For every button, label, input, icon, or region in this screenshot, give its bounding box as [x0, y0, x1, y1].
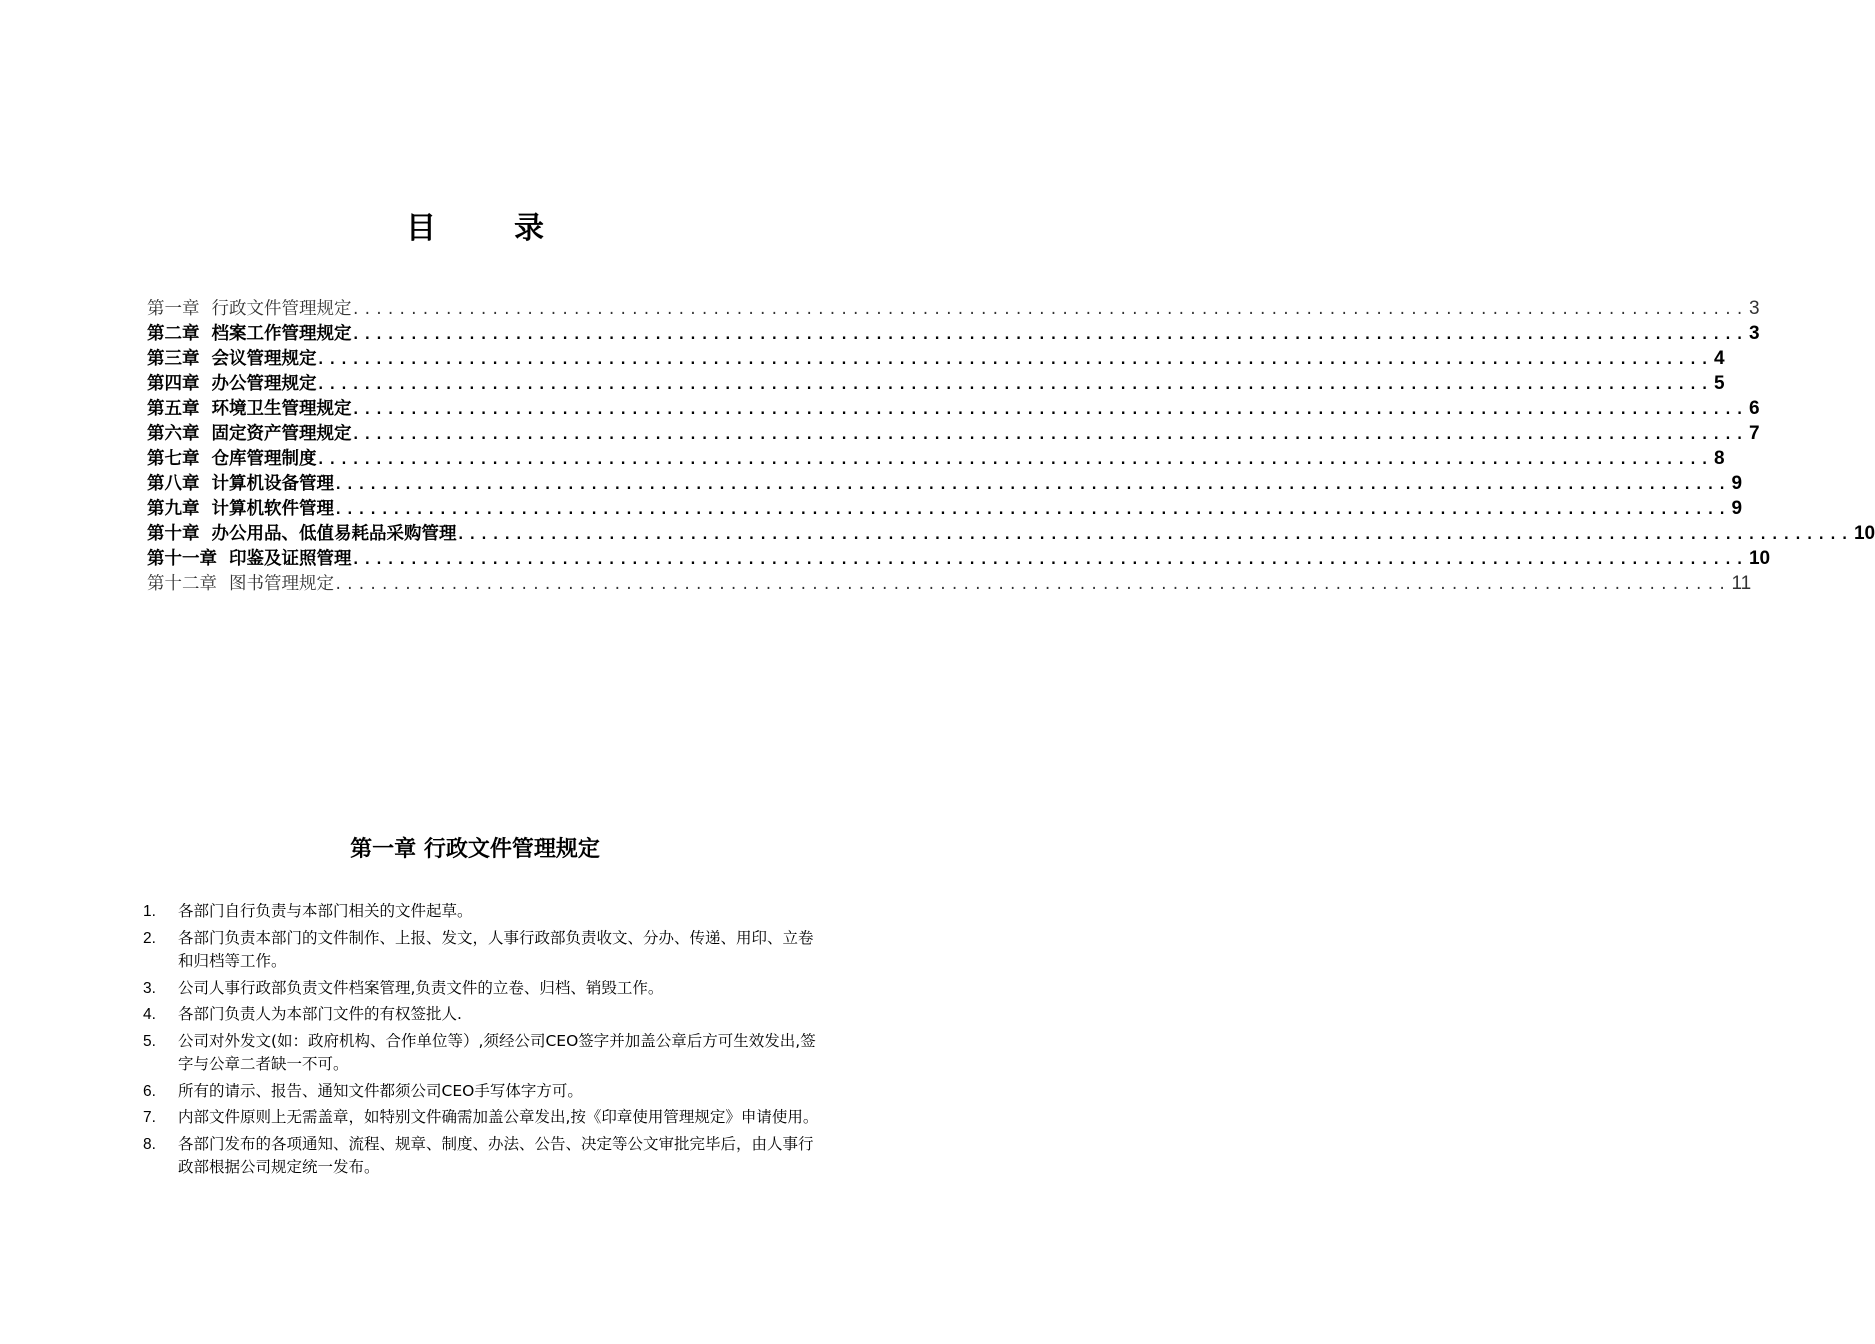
- toc-leader-dots: ........................................................................................................................: [456, 527, 1852, 543]
- toc-entry[interactable]: [147, 446, 1725, 471]
- toc-leader-dots: ........................................................................................................................: [351, 552, 1747, 568]
- toc-entry[interactable]: [147, 346, 1725, 371]
- list-item-number: 6.: [143, 1082, 156, 1100]
- toc-entry[interactable]: [147, 521, 1875, 546]
- toc-entry-page: 9: [1731, 498, 1743, 519]
- toc-entry[interactable]: [147, 321, 1760, 346]
- list-item-number: 7.: [143, 1109, 156, 1126]
- toc-entry[interactable]: [147, 371, 1725, 396]
- toc-entry-chapter: 第六章: [147, 424, 200, 444]
- toc-entry-chapter: 第九章: [147, 499, 200, 519]
- toc-title-second: 录: [514, 211, 544, 246]
- toc-entry-page: 5: [1713, 373, 1725, 394]
- toc-entry-chapter: 第八章: [147, 474, 200, 494]
- list-item: [143, 977, 823, 1001]
- list-item-text: 各部门发布的各项通知、流程、规章、制度、办法、公告、决定等公文审批完毕后，由人事行政部根据公司规定统一发布。: [178, 1134, 814, 1176]
- toc-entry[interactable]: [147, 571, 1752, 596]
- toc-entry-page: 6: [1748, 398, 1760, 419]
- toc-entry-name: 仓库管理制度: [211, 449, 317, 469]
- toc-entry-page: 10: [1748, 548, 1771, 569]
- toc-entry[interactable]: [147, 546, 1771, 571]
- list-item-text: 各部门自行负责与本部门相关的文件起草。: [178, 902, 473, 920]
- toc-entry-chapter: 第一章: [147, 299, 200, 319]
- list-item-number: 1.: [143, 903, 156, 920]
- list-item-text: 各部门负责人为本部门文件的有权签批人.: [178, 1005, 462, 1023]
- toc-leader-dots: ........................................................................................................................: [351, 327, 1747, 343]
- toc-entry[interactable]: [147, 396, 1760, 421]
- toc-entry-page: 4: [1713, 348, 1725, 369]
- toc-leader-dots: ........................................................................................................................: [351, 302, 1747, 318]
- list-item-text: 内部文件原则上无需盖章，如特别文件确需加盖公章发出,按《印章使用管理规定》申请使用。: [178, 1108, 819, 1126]
- toc-entry-name: 固定资产管理规定: [211, 424, 352, 444]
- toc-entry-name: 计算机设备管理: [211, 474, 334, 494]
- list-item: [143, 900, 823, 924]
- toc-entry[interactable]: [147, 296, 1760, 321]
- toc-entry-name: 行政文件管理规定: [211, 299, 352, 319]
- toc-title-first: 目: [406, 211, 436, 246]
- toc-entry-page: 8: [1713, 448, 1725, 469]
- toc-entry-chapter: 第三章: [147, 349, 200, 369]
- toc-entry[interactable]: [147, 496, 1743, 521]
- toc-entry-name: 印鉴及证照管理: [229, 549, 352, 569]
- list-item: [143, 1080, 823, 1104]
- list-item-text: 公司对外发文(如：政府机构、合作单位等）,须经公司CEO签字并加盖公章后方可生效发出,签字与公章二者缺一不可。: [178, 1031, 816, 1073]
- toc-entry-chapter: 第四章: [147, 374, 200, 394]
- list-item: [143, 1133, 823, 1180]
- toc-entry-chapter: 第五章: [147, 399, 200, 419]
- chapter-title: 第一章 行政文件管理规定: [350, 837, 600, 862]
- list-item-text: 所有的请示、报告、通知文件都须公司CEO手写体字方可。: [178, 1081, 583, 1100]
- toc-entry-name: 会议管理规定: [211, 349, 317, 369]
- toc-entry-name: 档案工作管理规定: [211, 324, 352, 344]
- toc-leader-dots: ........................................................................................................................: [316, 452, 1712, 468]
- list-item: [143, 1003, 823, 1027]
- toc-leader-dots: ........................................................................................................................: [351, 427, 1747, 443]
- list-item-text: 各部门负责本部门的文件制作、上报、发文，人事行政部负责收文、分办、传递、用印、立卷和归档等工作。: [178, 928, 814, 970]
- toc-entry-page: 7: [1748, 423, 1760, 444]
- toc-leader-dots: ........................................................................................................................: [334, 577, 1730, 593]
- toc-entry[interactable]: [147, 421, 1760, 446]
- toc-entry-chapter: 第十二章: [147, 574, 217, 594]
- list-item-number: 4.: [143, 1006, 156, 1023]
- toc-entry-chapter: 第二章: [147, 324, 200, 344]
- toc-leader-dots: ........................................................................................................................: [316, 352, 1712, 368]
- list-item: [143, 927, 823, 974]
- toc-leader-dots: ........................................................................................................................: [334, 502, 1730, 518]
- toc-leader-dots: ........................................................................................................................: [351, 402, 1747, 418]
- toc-entry-page: 9: [1731, 473, 1743, 494]
- toc-entry-page: 3: [1748, 298, 1760, 319]
- toc-entry-name: 办公用品、低值易耗品采购管理: [211, 524, 457, 544]
- toc-entry-page: 11: [1731, 573, 1752, 594]
- list-item-number: 5.: [143, 1032, 156, 1050]
- toc-entry-name: 计算机软件管理: [211, 499, 334, 519]
- list-item-number: 2.: [143, 929, 156, 947]
- toc-entry-chapter: 第七章: [147, 449, 200, 469]
- toc-title: [0, 203, 950, 247]
- toc-entry-page: 10: [1853, 523, 1875, 544]
- toc-entry-chapter: 第十章: [147, 524, 200, 544]
- toc-entry-name: 图书管理规定: [229, 574, 334, 594]
- toc-entry-page: 3: [1748, 323, 1760, 344]
- list-item: [143, 1030, 823, 1077]
- toc-entry-name: 办公管理规定: [211, 374, 317, 394]
- toc-leader-dots: ........................................................................................................................: [316, 377, 1712, 393]
- toc-entry[interactable]: [147, 471, 1743, 496]
- rule-list: [143, 900, 823, 1183]
- list-item-text: 公司人事行政部负责文件档案管理,负责文件的立卷、归档、销毁工作。: [178, 978, 664, 997]
- list-item: [143, 1106, 823, 1130]
- list-item-number: 3.: [143, 979, 156, 997]
- toc-entry-name: 环境卫生管理规定: [211, 399, 352, 419]
- list-item-number: 8.: [143, 1135, 156, 1153]
- toc-leader-dots: ........................................................................................................................: [334, 477, 1730, 493]
- toc-entry-chapter: 第十一章: [147, 549, 217, 569]
- table-of-contents: [147, 296, 1875, 596]
